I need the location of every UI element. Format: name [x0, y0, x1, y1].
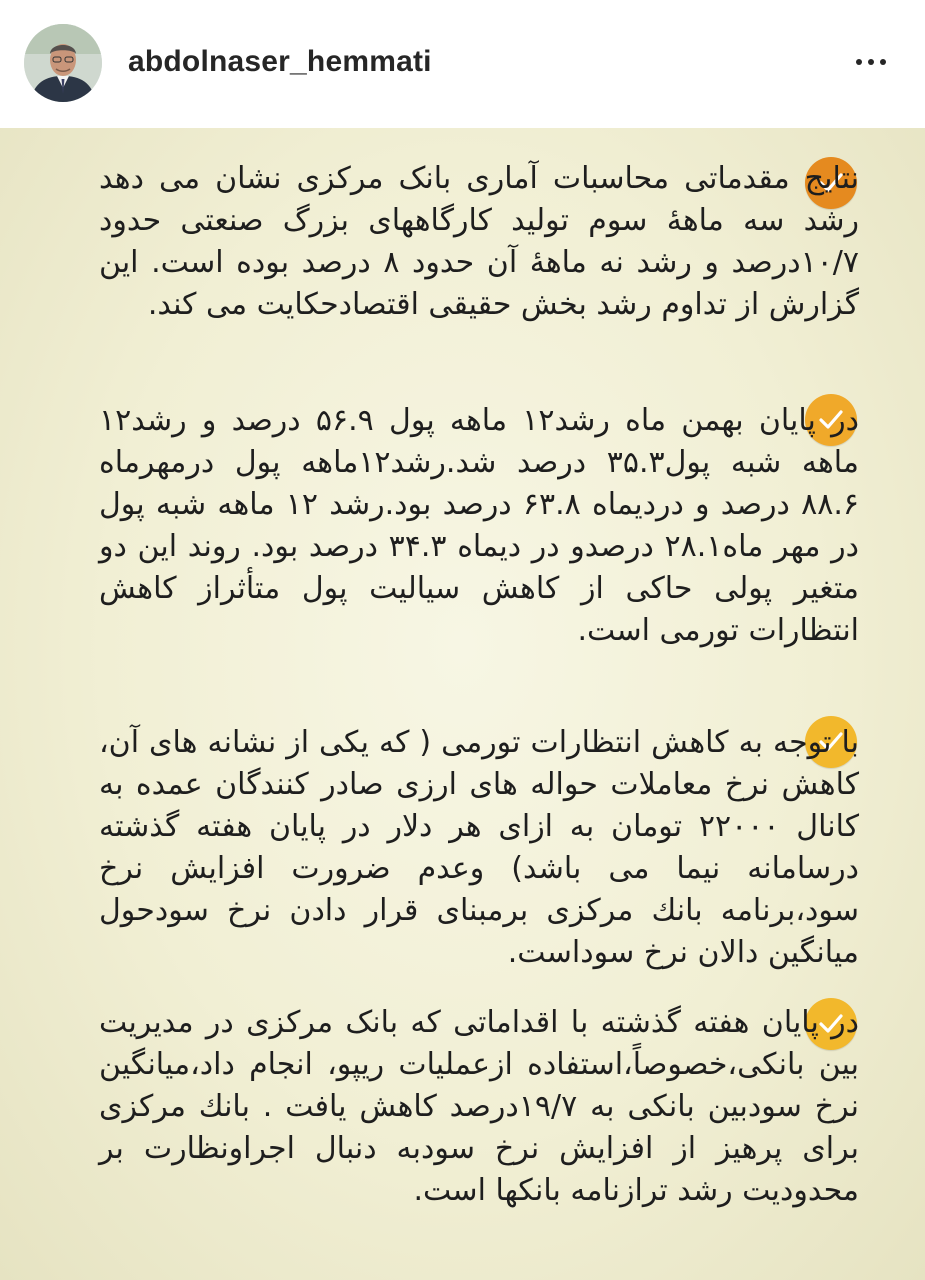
post-image: [0, 128, 925, 1280]
more-dot: [856, 59, 862, 65]
paragraph-1: نتایج مقدماتی محاسبات آماری بانک مرکزی نشان می دهد رشد سه ماههٔ سوم تولید کارگاههای بزرگ صنعتی حدود ۱۰/۷درصد و رشد نه ماههٔ آن حدود ۸ درصد بوده است. این گزارش از تداوم رشد بخش حقیقی اقتصادحکایت می کند.: [99, 161, 860, 322]
post-header: [0, 0, 925, 128]
profile-photo: [24, 24, 102, 102]
paragraph-2: در پایان بهمن ماه رشد۱۲ ماهه پول ۵۶.۹ درصد و رشد۱۲ ماهه شبه پول۳۵.۳ درصد شد.رشد۱۲ماهه پول درمهرماه ۸۸.۶ درصد و دردیماه ۶۳.۸ درصد بود.رشد ۱۲ ماهه شبه پول در مهر ماه۲۸.۱ درصدو در دیماه ۳۴.۳ درصد بود. روند این دو متغیر پولی حاکی از کاهش سیالیت پول متأثراز کاهش انتظارات تورمی است.: [99, 403, 859, 648]
paragraph-3: با توجه به کاهش انتظارات تورمی ( که یکی از نشانه های آن، کاهش نرخ معاملات حواله های ارزی صادر کنندگان عمده به کانال ۲۲۰۰۰ تومان به ازای هر دلار در پایان هفته گذشته درسامانه نیما می باشد) وعدم ضرورت افزایش نرخ سود،برنامه بانك مرکزی برمبنای قرار دادن نرخ سودحول میانگین دالان نرخ سوداست.: [99, 725, 860, 970]
avatar[interactable]: [24, 24, 102, 102]
more-dot: [880, 59, 886, 65]
paragraph-4: در پایان هفته گذشته با اقداماتی که بانک مرکزی در مدیریت بین بانکی،خصوصاً،استفاده ازعملیات ریپو، انجام داد،میانگین نرخ سودبین بانکی به ۱۹/۷درصد کاهش یافت . بانك مرکزی برای پرهیز از افزایش نرخ سودبه دنبال اجراونظارت بر محدودیت رشد ترازنامه بانکها است.: [99, 1005, 859, 1208]
more-horizontal-icon[interactable]: [846, 48, 896, 76]
more-dot: [868, 59, 874, 65]
username[interactable]: abdolnaser_hemmati: [128, 45, 432, 78]
